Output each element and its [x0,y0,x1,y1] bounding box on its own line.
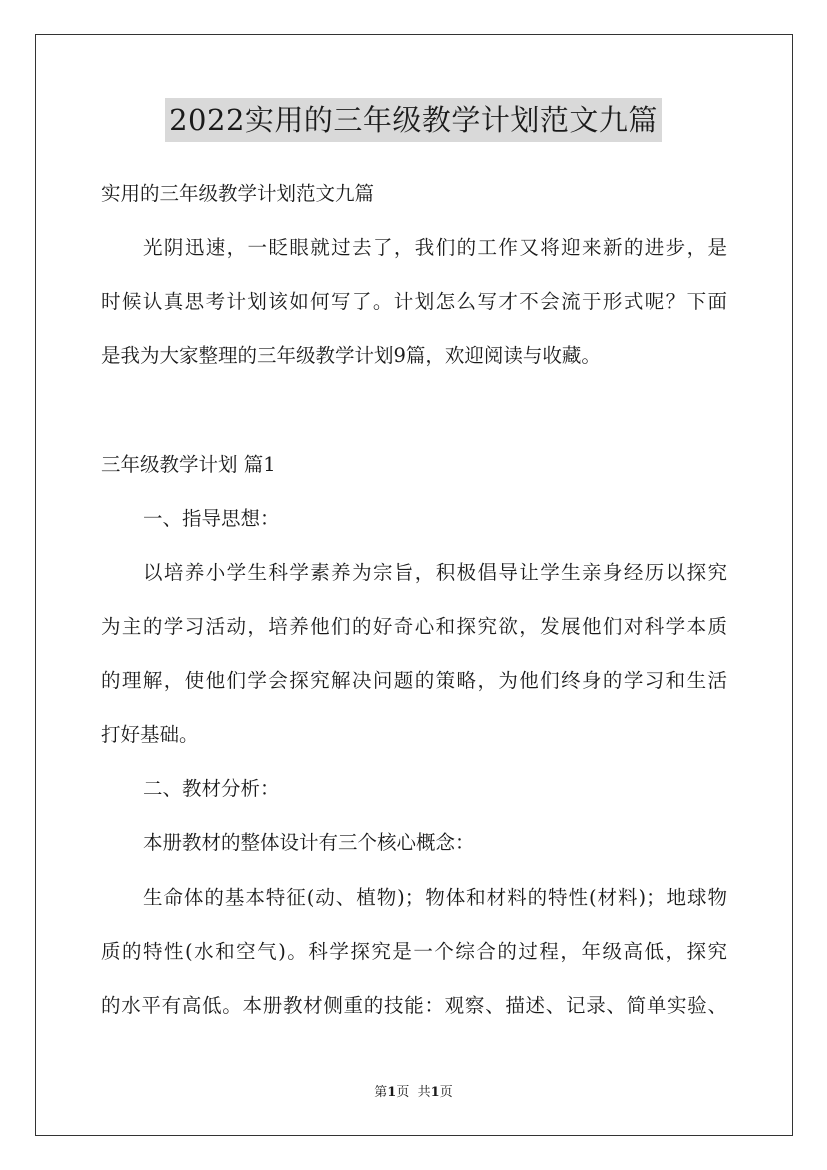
page-label-prefix: 第 [374,1085,388,1100]
intro-line-2: 时候认真思考计划该如何写了。计划怎么写才不会流于形式呢？下面 [101,290,727,313]
part2-line-2: 质的特性(水和空气)。科学探究是一个综合的过程，年级高低，探究 [101,940,727,963]
total-label-prefix: 共 [417,1085,431,1100]
page-footer [0,1084,827,1102]
section-heading: 三年级教学计划 篇1 [101,453,276,476]
part1-line-3: 的理解，使他们学会探究解决问题的策略，为他们终身的学习和生活 [101,669,727,692]
document-title: 2022实用的三年级教学计划范文九篇 [165,98,662,142]
part1-line-4: 打好基础。 [101,723,199,746]
intro-line-1: 光阴迅速，一眨眼就过去了，我们的工作又将迎来新的进步，是 [143,236,727,259]
part1-line-2: 为主的学习活动，培养他们的好奇心和探究欲，发展他们对科学本质 [101,615,727,638]
part2-line-1: 生命体的基本特征(动、植物)；物体和材料的特性(材料)；地球物 [143,886,727,909]
document-subtitle: 实用的三年级教学计划范文九篇 [101,182,375,205]
part1-heading: 一、指导思想： [143,507,280,530]
total-label-suffix: 页 [439,1085,453,1100]
part2-heading: 二、教材分析： [143,777,280,800]
intro-line-3: 是我为大家整理的三年级教学计划9篇，欢迎阅读与收藏。 [101,344,601,367]
page-label-suffix: 页 [396,1085,410,1100]
total-page-number: 1 [430,1085,440,1100]
current-page-number: 1 [387,1085,397,1100]
title-container [0,98,827,142]
part1-line-1: 以培养小学生科学素养为宗旨，积极倡导让学生亲身经历以探究 [143,561,727,584]
part2-intro: 本册教材的整体设计有三个核心概念： [143,831,475,854]
part2-line-3: 的水平有高低。本册教材侧重的技能：观察、描述、记录、简单实验、 [101,994,727,1017]
